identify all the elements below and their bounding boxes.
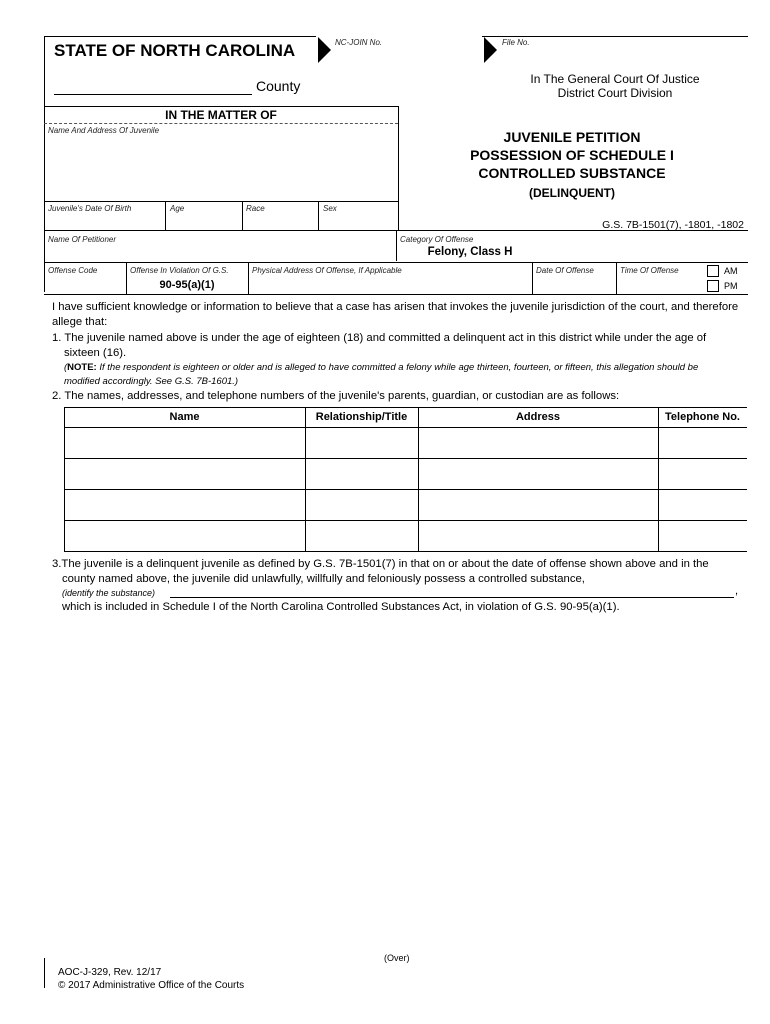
table-bottom-rule <box>64 551 747 552</box>
item-2-text: 2. The names, addresses, and telephone numbers of the juvenile's parents, guardian, or custodian are as follows: <box>52 390 620 402</box>
table-col-border <box>64 407 65 551</box>
file-no-label: File No. <box>502 38 530 47</box>
title-line-2: POSSESSION OF SCHEDULE I <box>470 147 674 163</box>
age-label: Age <box>170 204 185 213</box>
identify-substance-label: (identify the substance) <box>62 588 156 598</box>
race-sex-divider <box>318 201 319 230</box>
name-address-label: Name And Address Of Juvenile <box>48 126 160 135</box>
am-label: AM <box>724 266 738 276</box>
violation-value: 90-95(a)(1) <box>159 279 215 291</box>
header-top-rule <box>44 36 316 37</box>
sex-label: Sex <box>323 204 337 213</box>
court-line-1: In The General Court Of Justice <box>530 72 700 86</box>
item-3-line-2: county named above, the juvenile did unlawfully, willfully and feloniously possess a controlled substance, <box>62 573 585 585</box>
col-header-address: Address <box>515 411 561 423</box>
dob-row-top-rule <box>44 201 398 202</box>
dob-label: Juvenile's Date Of Birth <box>48 204 132 213</box>
am-checkbox[interactable] <box>707 265 719 277</box>
title-line-1: JUVENILE PETITION <box>503 129 641 145</box>
nc-join-arrow-icon <box>318 37 331 63</box>
matter-right-border <box>398 106 399 230</box>
race-label: Race <box>246 204 265 213</box>
table-row[interactable] <box>66 460 745 488</box>
substance-comma: , <box>735 585 739 597</box>
item-3-line-1: 3.The juvenile is a delinquent juvenile as defined by G.S. 7B-1501(7) in that on or about the date of offense shown above and in the <box>52 558 709 570</box>
category-label: Category Of Offense <box>400 235 474 244</box>
dob-age-divider <box>165 201 166 230</box>
title-delinquent: (DELINQUENT) <box>529 186 615 200</box>
matter-heading: IN THE MATTER OF <box>165 108 277 122</box>
intro-line-2: allege that: <box>52 316 108 328</box>
violation-divider <box>248 262 249 294</box>
note-bold: NOTE: <box>67 362 97 373</box>
note-text-2: modified accordingly. See G.S. 7B-1601. <box>64 376 235 387</box>
item-1-line-2: sixteen (16). <box>64 347 127 359</box>
violation-label: Offense In Violation Of G.S. <box>130 266 229 275</box>
note-line-2: modified accordingly. See G.S. 7B-1601.) <box>64 376 239 387</box>
table-row[interactable] <box>66 522 745 550</box>
matter-top-rule <box>44 106 398 107</box>
intro-line-1: I have sufficient knowledge or information to believe that a case has arisen that invokes the juvenile jurisdiction of the court, and therefore <box>52 301 739 313</box>
table-row-rule <box>64 520 747 521</box>
pm-checkbox[interactable] <box>707 280 719 292</box>
county-line[interactable] <box>54 94 252 95</box>
name-address-field[interactable] <box>48 136 394 198</box>
statute-reference: G.S. 7B-1501(7), -1801, -1802 <box>602 219 744 231</box>
age-race-divider <box>242 201 243 230</box>
county-label: County <box>256 78 301 94</box>
date-time-divider <box>616 262 617 294</box>
col-header-relationship: Relationship/Title <box>315 411 408 423</box>
offense-row-bottom-rule <box>44 294 748 295</box>
pm-label: PM <box>724 281 738 291</box>
matter-heading-rule <box>44 123 398 124</box>
footer-left-border <box>44 958 45 988</box>
form-number: AOC-J-329, Rev. 12/17 <box>58 967 162 978</box>
physical-address-label: Physical Address Of Offense, If Applicable <box>252 266 402 275</box>
parents-table <box>64 407 747 551</box>
date-of-offense-label: Date Of Offense <box>536 266 594 275</box>
table-row-rule <box>64 458 747 459</box>
table-header-rule <box>64 427 747 428</box>
address-date-divider <box>532 262 533 294</box>
item-3-line-3: which is included in Schedule I of the North Carolina Controlled Substances Act, in violation of G.S. 90-95(a)(1). <box>62 601 620 613</box>
table-row[interactable] <box>66 491 745 519</box>
offense-row-top-rule <box>44 262 748 263</box>
petitioner-label: Name Of Petitioner <box>48 235 117 244</box>
col-header-name: Name <box>169 411 200 423</box>
note-text: If the respondent is eighteen or older and is alleged to have committed a felony while age thirteen, fourteen, or fifteen, this allegation should be <box>96 362 699 373</box>
item-1-line-1: 1. The juvenile named above is under the age of eighteen (18) and committed a delinquent act in this district while under the age of <box>52 332 707 344</box>
table-row[interactable] <box>66 429 745 457</box>
petitioner-category-divider <box>396 230 397 261</box>
table-row-rule <box>64 489 747 490</box>
over-label: (Over) <box>384 953 410 963</box>
court-line-2: District Court Division <box>557 86 673 100</box>
offense-code-label: Offense Code <box>48 266 98 275</box>
note-line-1: (NOTE: If the respondent is eighteen or older and is alleged to have committed a felony while age thirteen, fourteen, or fifteen, this allegation should be <box>64 362 699 373</box>
header-top-rule-right <box>482 36 748 37</box>
copyright: © 2017 Administrative Office of the Courts <box>58 980 245 991</box>
state-title: STATE OF NORTH CAROLINA <box>54 41 296 60</box>
time-of-offense-label: Time Of Offense <box>620 266 679 275</box>
file-no-arrow-icon <box>484 37 497 63</box>
table-top-rule <box>64 407 747 408</box>
title-line-3: CONTROLLED SUBSTANCE <box>478 165 666 181</box>
left-border <box>44 36 45 292</box>
substance-line[interactable] <box>170 597 734 598</box>
nc-join-label: NC-JOIN No. <box>335 38 383 47</box>
category-value: Felony, Class H <box>427 246 513 258</box>
col-header-telephone: Telephone No. <box>665 411 740 423</box>
